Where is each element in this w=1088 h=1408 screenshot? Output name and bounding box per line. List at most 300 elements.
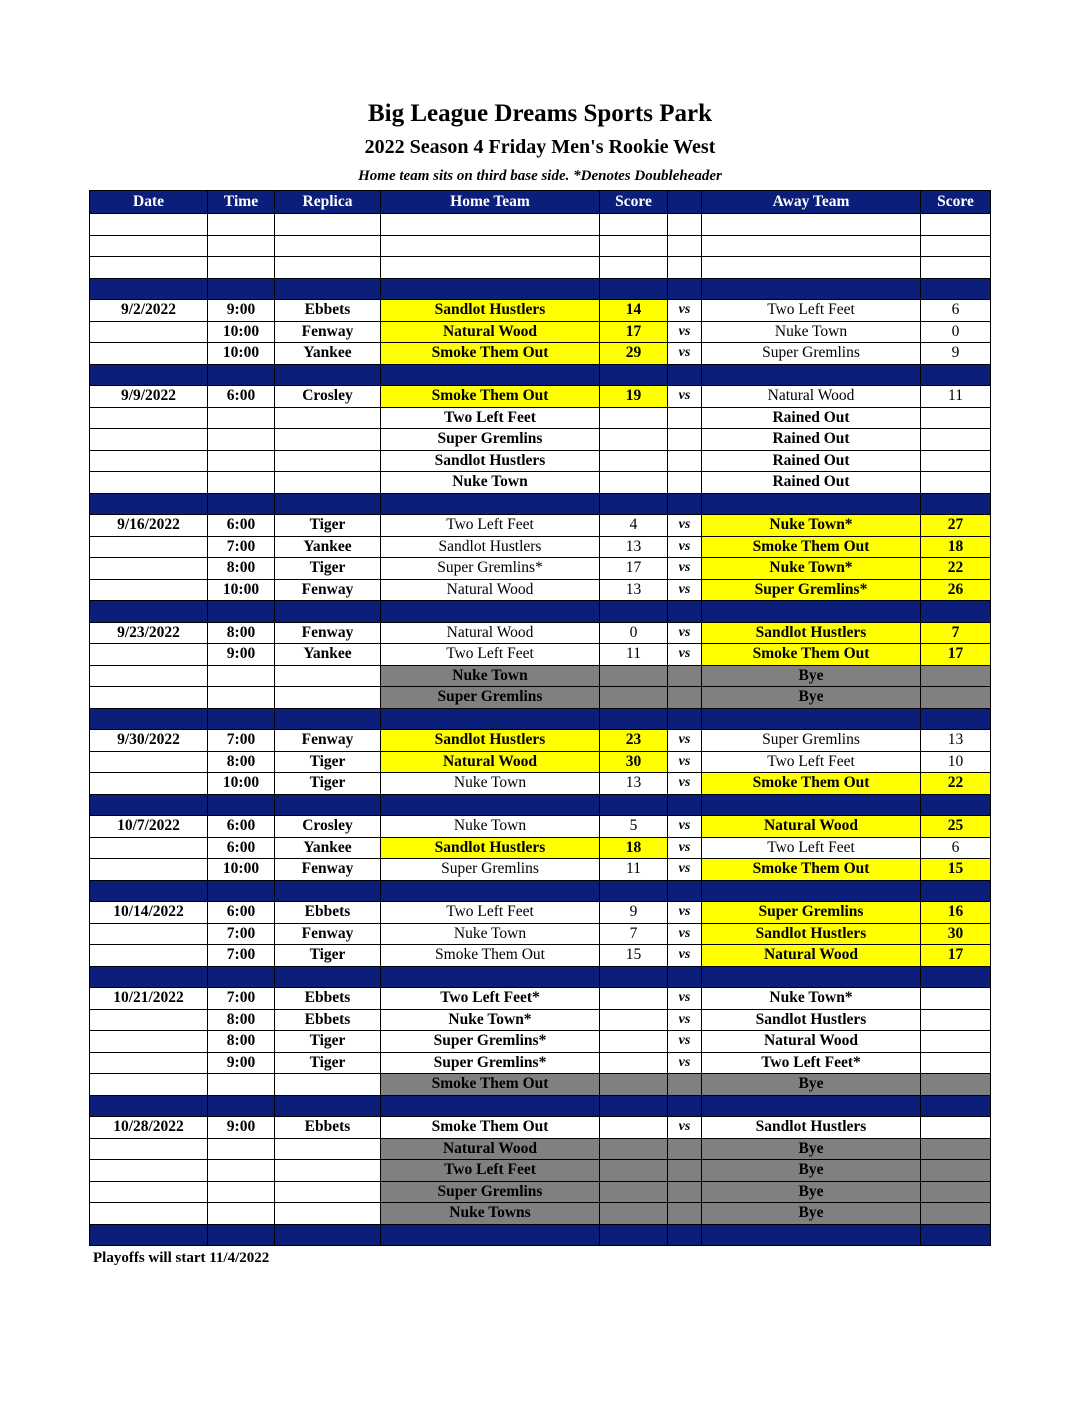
home-team-cell: Two Left Feet [381, 644, 600, 666]
empty-cell [90, 257, 208, 279]
away-score-cell [921, 1160, 991, 1182]
empty-cell [90, 235, 208, 257]
game-row [90, 730, 991, 752]
replica-cell: Fenway [275, 579, 381, 601]
separator-row [90, 278, 991, 300]
date-cell [90, 665, 208, 687]
game-row [90, 622, 991, 644]
game-row [90, 644, 991, 666]
vs-cell: vs [668, 773, 702, 795]
away-team-cell: Sandlot Hustlers [702, 622, 921, 644]
time-cell [208, 429, 275, 451]
game-row [90, 1138, 991, 1160]
date-cell [90, 923, 208, 945]
game-row [90, 902, 991, 924]
header-row [90, 191, 991, 214]
time-cell [208, 1074, 275, 1096]
home-score-cell [600, 1052, 668, 1074]
empty-cell [275, 1224, 381, 1246]
away-score-cell [921, 1052, 991, 1074]
home-score-cell [600, 665, 668, 687]
replica-cell [275, 1074, 381, 1096]
empty-cell [921, 966, 991, 988]
game-row [90, 1031, 991, 1053]
empty-cell [702, 880, 921, 902]
away-team-cell: Super Gremlins [702, 343, 921, 365]
home-score-cell [600, 1074, 668, 1096]
away-team-cell: Bye [702, 687, 921, 709]
col-header-away-score: Score [921, 191, 991, 214]
date-cell [90, 429, 208, 451]
vs-cell: vs [668, 343, 702, 365]
date-cell [90, 1181, 208, 1203]
away-team-cell: Super Gremlins [702, 902, 921, 924]
page-title: Big League Dreams Sports Park [368, 100, 712, 127]
away-team-cell: Nuke Town* [702, 558, 921, 580]
replica-cell: Fenway [275, 923, 381, 945]
vs-cell: vs [668, 816, 702, 838]
empty-cell [600, 966, 668, 988]
replica-cell: Fenway [275, 859, 381, 881]
col-header-time: Time [208, 191, 275, 214]
date-cell [90, 751, 208, 773]
empty-cell [668, 493, 702, 515]
game-row [90, 751, 991, 773]
empty-cell [90, 966, 208, 988]
empty-cell [668, 601, 702, 623]
home-team-cell: Two Left Feet [381, 407, 600, 429]
empty-cell [600, 1224, 668, 1246]
time-cell: 8:00 [208, 558, 275, 580]
home-score-cell: 29 [600, 343, 668, 365]
vs-cell [668, 1074, 702, 1096]
vs-cell [668, 1203, 702, 1225]
time-cell [208, 1138, 275, 1160]
replica-cell: Yankee [275, 837, 381, 859]
separator-row [90, 1095, 991, 1117]
away-score-cell: 6 [921, 837, 991, 859]
date-cell: 9/30/2022 [90, 730, 208, 752]
vs-cell [668, 1181, 702, 1203]
time-cell: 7:00 [208, 923, 275, 945]
empty-cell [381, 257, 600, 279]
separator-row [90, 794, 991, 816]
date-cell: 9/2/2022 [90, 300, 208, 322]
away-score-cell [921, 1009, 991, 1031]
game-row [90, 1074, 991, 1096]
replica-cell: Tiger [275, 945, 381, 967]
game-row [90, 386, 991, 408]
vs-cell: vs [668, 902, 702, 924]
away-team-cell: Two Left Feet* [702, 1052, 921, 1074]
replica-cell: Tiger [275, 558, 381, 580]
separator-row [90, 1224, 991, 1246]
col-header-replica: Replica [275, 191, 381, 214]
empty-cell [275, 794, 381, 816]
vs-cell: vs [668, 1031, 702, 1053]
empty-cell [921, 257, 991, 279]
time-cell [208, 1203, 275, 1225]
home-score-cell: 17 [600, 321, 668, 343]
empty-cell [381, 1224, 600, 1246]
replica-cell: Tiger [275, 1031, 381, 1053]
time-cell: 9:00 [208, 1117, 275, 1139]
game-row [90, 1203, 991, 1225]
home-score-cell: 14 [600, 300, 668, 322]
empty-cell [208, 708, 275, 730]
empty-cell [381, 1095, 600, 1117]
empty-cell [381, 794, 600, 816]
empty-cell [208, 880, 275, 902]
game-row [90, 945, 991, 967]
away-score-cell [921, 1031, 991, 1053]
empty-cell [381, 493, 600, 515]
empty-cell [381, 278, 600, 300]
vs-cell: vs [668, 515, 702, 537]
away-score-cell: 18 [921, 536, 991, 558]
home-score-cell: 13 [600, 536, 668, 558]
game-row [90, 558, 991, 580]
away-team-cell: Natural Wood [702, 816, 921, 838]
date-cell [90, 1138, 208, 1160]
empty-cell [921, 214, 991, 236]
time-cell: 10:00 [208, 343, 275, 365]
time-cell: 8:00 [208, 751, 275, 773]
away-score-cell: 17 [921, 945, 991, 967]
away-score-cell [921, 665, 991, 687]
replica-cell [275, 1160, 381, 1182]
game-row [90, 816, 991, 838]
vs-cell: vs [668, 1052, 702, 1074]
col-header-home-score: Score [600, 191, 668, 214]
empty-cell [208, 493, 275, 515]
separator-row [90, 493, 991, 515]
empty-cell [208, 794, 275, 816]
empty-cell [600, 794, 668, 816]
time-cell: 7:00 [208, 536, 275, 558]
away-score-cell: 15 [921, 859, 991, 881]
home-score-cell: 18 [600, 837, 668, 859]
time-cell: 9:00 [208, 300, 275, 322]
empty-cell [208, 601, 275, 623]
empty-cell [668, 880, 702, 902]
home-score-cell: 4 [600, 515, 668, 537]
empty-cell [381, 966, 600, 988]
home-team-cell: Sandlot Hustlers [381, 536, 600, 558]
empty-cell [208, 1095, 275, 1117]
vs-cell: vs [668, 321, 702, 343]
date-cell: 10/28/2022 [90, 1117, 208, 1139]
empty-cell [275, 235, 381, 257]
vs-cell: vs [668, 945, 702, 967]
empty-cell [668, 364, 702, 386]
date-cell: 9/16/2022 [90, 515, 208, 537]
time-cell: 8:00 [208, 622, 275, 644]
away-score-cell [921, 407, 991, 429]
away-team-cell: Two Left Feet [702, 837, 921, 859]
vs-cell: vs [668, 558, 702, 580]
time-cell [208, 665, 275, 687]
vs-cell: vs [668, 579, 702, 601]
away-score-cell: 26 [921, 579, 991, 601]
date-cell [90, 644, 208, 666]
home-score-cell: 9 [600, 902, 668, 924]
col-header-away-team: Away Team [702, 191, 921, 214]
home-team-cell: Smoke Them Out [381, 1074, 600, 1096]
empty-cell [90, 493, 208, 515]
game-row [90, 665, 991, 687]
vs-cell: vs [668, 1009, 702, 1031]
separator-row [90, 880, 991, 902]
home-score-cell [600, 450, 668, 472]
empty-cell [600, 880, 668, 902]
time-cell: 6:00 [208, 386, 275, 408]
away-score-cell: 6 [921, 300, 991, 322]
empty-cell [600, 278, 668, 300]
date-cell [90, 321, 208, 343]
vs-cell [668, 687, 702, 709]
empty-cell [600, 235, 668, 257]
time-cell: 7:00 [208, 988, 275, 1010]
empty-cell [668, 708, 702, 730]
replica-cell: Tiger [275, 1052, 381, 1074]
empty-cell [90, 278, 208, 300]
away-score-cell: 11 [921, 386, 991, 408]
away-team-cell: Sandlot Hustlers [702, 1009, 921, 1031]
empty-cell [600, 214, 668, 236]
empty-cell [600, 708, 668, 730]
empty-cell [90, 601, 208, 623]
game-row [90, 579, 991, 601]
time-cell: 10:00 [208, 859, 275, 881]
date-cell [90, 837, 208, 859]
page-subtitle: 2022 Season 4 Friday Men's Rookie West [364, 136, 716, 158]
time-cell [208, 1160, 275, 1182]
home-score-cell: 11 [600, 644, 668, 666]
home-team-cell: Sandlot Hustlers [381, 300, 600, 322]
game-row [90, 1009, 991, 1031]
vs-cell [668, 407, 702, 429]
date-cell [90, 687, 208, 709]
game-row [90, 429, 991, 451]
empty-cell [921, 601, 991, 623]
home-score-cell: 11 [600, 859, 668, 881]
game-row [90, 472, 991, 494]
time-cell [208, 472, 275, 494]
game-row [90, 859, 991, 881]
home-team-cell: Smoke Them Out [381, 343, 600, 365]
empty-cell [702, 966, 921, 988]
schedule-note: Home team sits on third base side. *Denotes Doubleheader [358, 168, 722, 184]
replica-cell [275, 665, 381, 687]
vs-cell: vs [668, 923, 702, 945]
date-cell [90, 945, 208, 967]
date-cell [90, 1203, 208, 1225]
empty-cell [600, 493, 668, 515]
replica-cell [275, 450, 381, 472]
empty-cell [921, 364, 991, 386]
time-cell: 6:00 [208, 837, 275, 859]
vs-cell: vs [668, 837, 702, 859]
home-score-cell [600, 1138, 668, 1160]
game-row [90, 1181, 991, 1203]
date-cell [90, 450, 208, 472]
away-team-cell: Natural Wood [702, 945, 921, 967]
empty-cell [208, 214, 275, 236]
vs-cell: vs [668, 536, 702, 558]
away-team-cell: Sandlot Hustlers [702, 923, 921, 945]
away-score-cell [921, 1138, 991, 1160]
replica-cell: Yankee [275, 536, 381, 558]
replica-cell: Ebbets [275, 300, 381, 322]
game-row [90, 1117, 991, 1139]
replica-cell: Ebbets [275, 1117, 381, 1139]
home-team-cell: Natural Wood [381, 622, 600, 644]
empty-cell [90, 364, 208, 386]
home-score-cell: 0 [600, 622, 668, 644]
home-team-cell: Nuke Town [381, 472, 600, 494]
home-team-cell: Two Left Feet* [381, 988, 600, 1010]
vs-cell: vs [668, 622, 702, 644]
date-cell [90, 558, 208, 580]
vs-cell [668, 429, 702, 451]
away-team-cell: Nuke Town [702, 321, 921, 343]
empty-cell [275, 364, 381, 386]
empty-cell [921, 493, 991, 515]
away-score-cell: 17 [921, 644, 991, 666]
empty-cell [208, 1224, 275, 1246]
home-team-cell: Super Gremlins [381, 429, 600, 451]
away-team-cell: Smoke Them Out [702, 859, 921, 881]
time-cell: 9:00 [208, 644, 275, 666]
empty-cell [702, 1224, 921, 1246]
time-cell: 7:00 [208, 730, 275, 752]
date-cell [90, 1031, 208, 1053]
date-cell: 9/9/2022 [90, 386, 208, 408]
away-score-cell [921, 988, 991, 1010]
replica-cell: Ebbets [275, 988, 381, 1010]
replica-cell: Tiger [275, 751, 381, 773]
empty-cell [381, 235, 600, 257]
vs-cell: vs [668, 1117, 702, 1139]
vs-cell [668, 472, 702, 494]
game-row [90, 407, 991, 429]
time-cell: 6:00 [208, 902, 275, 924]
empty-cell [600, 1095, 668, 1117]
empty-cell [921, 1095, 991, 1117]
away-score-cell: 30 [921, 923, 991, 945]
empty-cell [381, 214, 600, 236]
home-score-cell: 23 [600, 730, 668, 752]
home-team-cell: Natural Wood [381, 751, 600, 773]
time-cell: 9:00 [208, 1052, 275, 1074]
blank-row [90, 257, 991, 279]
home-team-cell: Two Left Feet [381, 902, 600, 924]
home-score-cell: 17 [600, 558, 668, 580]
vs-cell: vs [668, 730, 702, 752]
separator-row [90, 708, 991, 730]
empty-cell [668, 966, 702, 988]
col-header-date: Date [90, 191, 208, 214]
empty-cell [275, 493, 381, 515]
time-cell [208, 1181, 275, 1203]
empty-cell [208, 966, 275, 988]
empty-cell [208, 257, 275, 279]
home-score-cell [600, 1031, 668, 1053]
empty-cell [275, 708, 381, 730]
vs-cell: vs [668, 386, 702, 408]
away-team-cell: Bye [702, 1138, 921, 1160]
empty-cell [702, 1095, 921, 1117]
home-score-cell [600, 1160, 668, 1182]
away-score-cell [921, 450, 991, 472]
away-score-cell [921, 1074, 991, 1096]
away-score-cell [921, 429, 991, 451]
time-cell: 10:00 [208, 321, 275, 343]
home-team-cell: Sandlot Hustlers [381, 450, 600, 472]
col-header-home-team: Home Team [381, 191, 600, 214]
empty-cell [600, 257, 668, 279]
away-team-cell: Bye [702, 665, 921, 687]
vs-cell [668, 1160, 702, 1182]
replica-cell: Tiger [275, 773, 381, 795]
empty-cell [668, 1224, 702, 1246]
game-row [90, 687, 991, 709]
empty-cell [90, 1095, 208, 1117]
home-score-cell [600, 1181, 668, 1203]
schedule-table [89, 190, 991, 1246]
game-row [90, 773, 991, 795]
replica-cell: Fenway [275, 622, 381, 644]
empty-cell [921, 794, 991, 816]
time-cell [208, 687, 275, 709]
home-team-cell: Super Gremlins [381, 687, 600, 709]
home-team-cell: Nuke Town [381, 923, 600, 945]
empty-cell [90, 708, 208, 730]
empty-cell [275, 278, 381, 300]
empty-cell [668, 794, 702, 816]
away-score-cell [921, 472, 991, 494]
home-score-cell: 7 [600, 923, 668, 945]
home-team-cell: Natural Wood [381, 579, 600, 601]
time-cell: 7:00 [208, 945, 275, 967]
separator-row [90, 966, 991, 988]
home-team-cell: Super Gremlins* [381, 1031, 600, 1053]
date-cell [90, 472, 208, 494]
empty-cell [702, 235, 921, 257]
away-score-cell [921, 1181, 991, 1203]
empty-cell [208, 364, 275, 386]
vs-cell [668, 665, 702, 687]
empty-cell [702, 601, 921, 623]
replica-cell [275, 1138, 381, 1160]
empty-cell [208, 278, 275, 300]
vs-cell: vs [668, 859, 702, 881]
game-row [90, 923, 991, 945]
home-team-cell: Nuke Town [381, 665, 600, 687]
date-cell [90, 536, 208, 558]
away-team-cell: Super Gremlins [702, 730, 921, 752]
replica-cell: Crosley [275, 816, 381, 838]
away-score-cell: 16 [921, 902, 991, 924]
away-team-cell: Nuke Town* [702, 988, 921, 1010]
away-team-cell: Sandlot Hustlers [702, 1117, 921, 1139]
replica-cell: Yankee [275, 644, 381, 666]
replica-cell: Fenway [275, 730, 381, 752]
home-score-cell: 19 [600, 386, 668, 408]
vs-cell [668, 450, 702, 472]
empty-cell [381, 601, 600, 623]
